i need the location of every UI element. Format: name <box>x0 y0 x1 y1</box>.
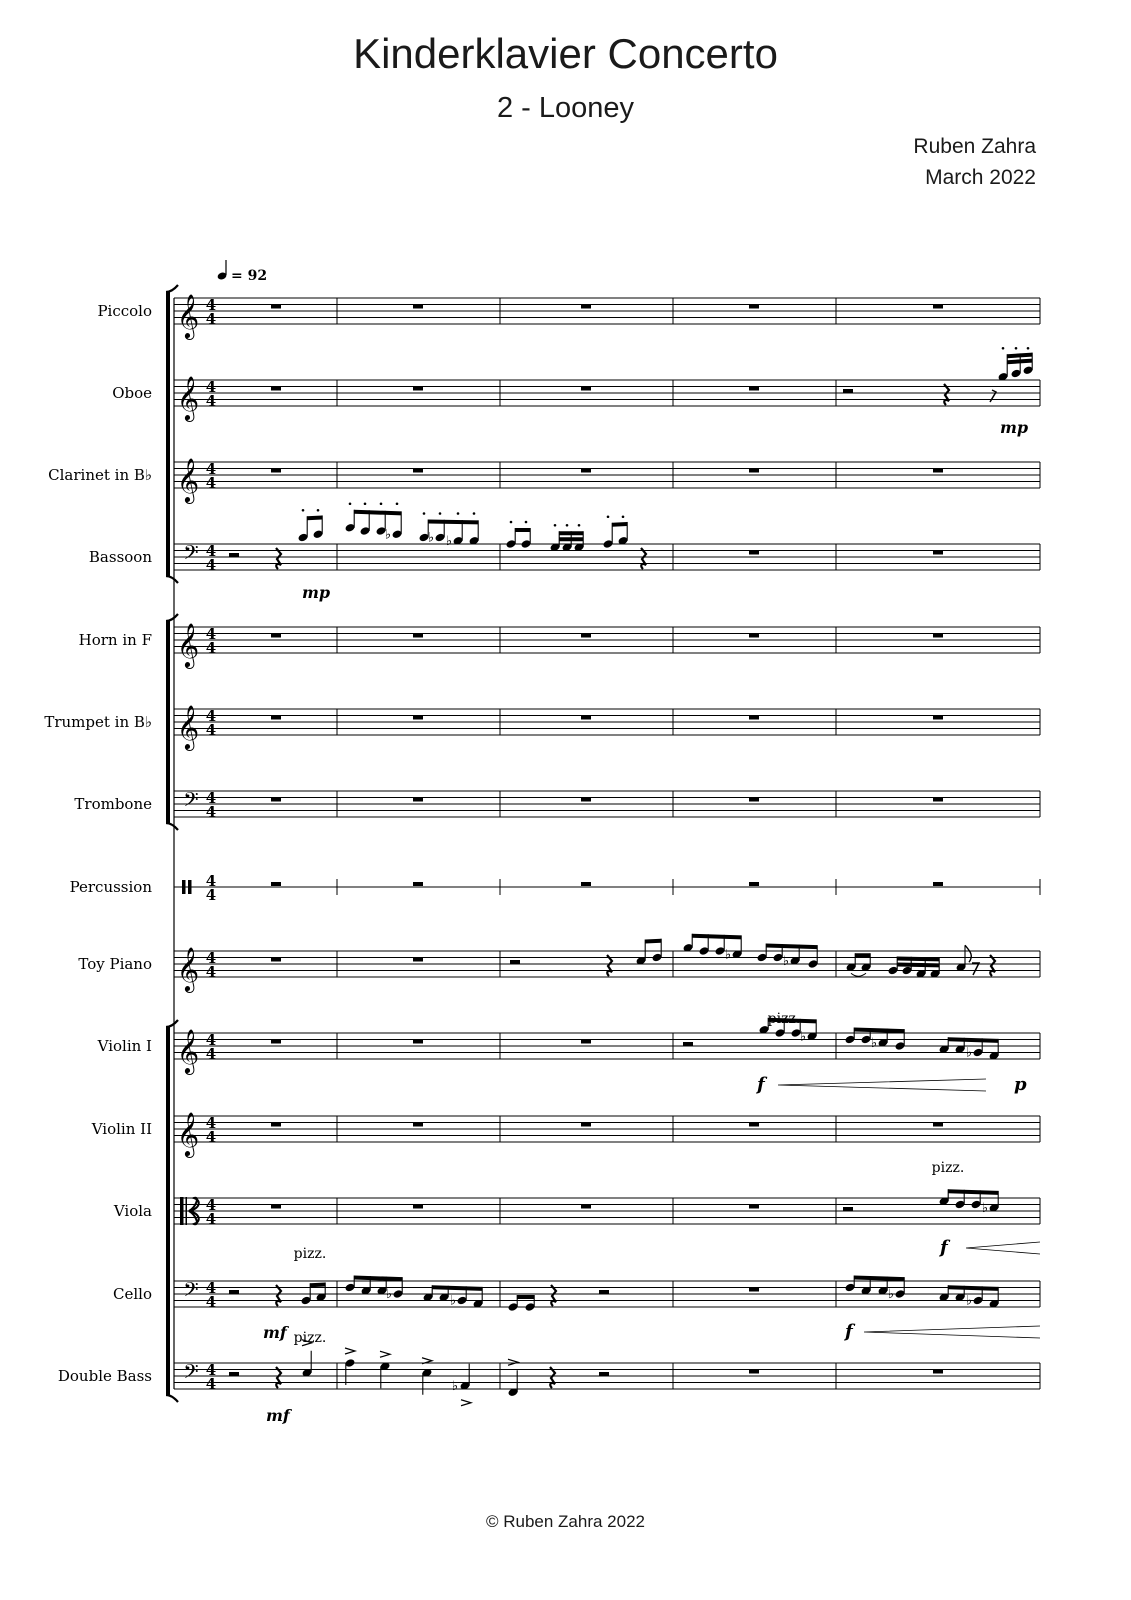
whole-rest <box>271 1123 281 1127</box>
time-signature-denominator: 4 <box>205 310 217 328</box>
whole-rest <box>749 305 759 309</box>
bass-clef: 𝄢 <box>183 788 199 816</box>
beam <box>612 522 627 527</box>
pizzicato-marking: pizz. <box>293 1330 327 1346</box>
dynamic-mp: mp <box>1000 418 1029 437</box>
time-signature-numerator: 4 <box>205 296 217 314</box>
flat-accidental: ♭ <box>981 1200 989 1216</box>
staccato-dot <box>473 512 476 515</box>
time-signature-numerator: 4 <box>205 789 217 807</box>
time-signature-numerator: 4 <box>205 1196 217 1214</box>
whole-rest <box>271 882 281 886</box>
whole-rest <box>933 1123 943 1127</box>
time-signature-denominator: 4 <box>205 1210 217 1228</box>
whole-rest <box>749 387 759 391</box>
whole-rest <box>749 1123 759 1127</box>
treble-clef: 𝄞 <box>176 947 200 991</box>
quarter-rest <box>607 955 612 976</box>
instrument-label: Piccolo <box>97 302 152 320</box>
time-signature-numerator: 4 <box>205 460 217 478</box>
composition-date: March 2022 <box>925 166 1036 189</box>
time-signature-denominator: 4 <box>205 392 217 410</box>
whole-rest <box>749 716 759 720</box>
time-signature-numerator: 4 <box>205 1361 217 1379</box>
whole-rest <box>413 469 423 473</box>
time-signature-numerator: 4 <box>205 378 217 396</box>
whole-rest <box>413 716 423 720</box>
secondary-beam <box>1007 359 1032 365</box>
whole-rest <box>413 1040 423 1044</box>
staccato-dot <box>396 502 399 505</box>
instrument-label: Trombone <box>74 795 152 813</box>
whole-rest <box>581 798 591 802</box>
time-signature-denominator: 4 <box>205 639 217 657</box>
diminuendo-hairpin <box>778 1079 986 1091</box>
treble-clef: 𝄞 <box>176 705 200 749</box>
quarter-rest <box>550 1367 555 1388</box>
dynamic-p: p <box>1014 1074 1027 1095</box>
treble-clef: 𝄞 <box>176 376 200 420</box>
staccato-dot <box>423 512 426 515</box>
whole-rest <box>581 305 591 309</box>
quarter-rest <box>944 384 949 405</box>
beam <box>310 1282 325 1287</box>
instrument-label: Toy Piano <box>78 955 152 973</box>
instrument-label: Violin II <box>91 1120 152 1138</box>
whole-rest <box>271 958 281 962</box>
staccato-dot <box>380 502 383 505</box>
beam <box>1007 353 1032 359</box>
alto-clef <box>180 1197 184 1225</box>
time-signature-denominator: 4 <box>205 474 217 492</box>
dynamic-f: f <box>940 1237 948 1258</box>
dynamic-f: f <box>845 1321 853 1342</box>
quarter-rest <box>276 1285 281 1306</box>
half-rest <box>599 1290 609 1294</box>
instrument-label: Bassoon <box>88 548 152 566</box>
half-rest <box>510 960 520 964</box>
quarter-rest <box>551 1285 556 1306</box>
flat-accidental: ♭ <box>385 1287 393 1302</box>
pizzicato-marking: pizz. <box>767 1011 801 1027</box>
quarter-rest <box>276 1367 281 1388</box>
whole-rest <box>271 1205 281 1209</box>
whole-rest <box>749 1370 759 1374</box>
staccato-dot <box>622 515 625 518</box>
instrument-label: Clarinet in B♭ <box>48 466 152 484</box>
staccato-dot <box>317 509 320 512</box>
bracket-hook-top <box>166 1020 178 1027</box>
time-signature-numerator: 4 <box>205 872 217 890</box>
time-signature-numerator: 4 <box>205 1114 217 1132</box>
half-rest <box>229 1290 239 1294</box>
time-signature-numerator: 4 <box>205 707 217 725</box>
treble-clef: 𝄞 <box>176 1029 200 1073</box>
group-bracket <box>166 292 170 576</box>
whole-rest <box>749 882 759 886</box>
half-rest <box>683 1042 693 1046</box>
staccato-dot <box>566 524 569 527</box>
accent-mark <box>508 1359 518 1365</box>
flat-accidental: ♭ <box>965 1045 973 1061</box>
sixteenth-rest <box>990 390 996 402</box>
whole-rest <box>413 798 423 802</box>
staccato-dot <box>1015 347 1018 350</box>
flat-accidental: ♭ <box>427 530 435 546</box>
whole-rest <box>581 387 591 391</box>
half-rest <box>229 1372 239 1376</box>
whole-rest <box>933 882 943 886</box>
flat-accidental: ♭ <box>384 527 392 543</box>
whole-rest <box>581 716 591 720</box>
whole-rest <box>581 1040 591 1044</box>
whole-rest <box>933 551 943 555</box>
tempo-marking: = 92 <box>231 268 268 284</box>
dynamic-mp: mp <box>302 583 331 602</box>
beam <box>766 944 817 950</box>
whole-rest <box>749 798 759 802</box>
half-rest <box>599 1372 609 1376</box>
flat-accidental: ♭ <box>445 533 453 549</box>
time-signature-numerator: 4 <box>205 625 217 643</box>
pizzicato-marking: pizz. <box>931 1160 965 1176</box>
staccato-dot <box>302 509 305 512</box>
time-signature-denominator: 4 <box>205 1375 217 1393</box>
percussion-clef <box>188 880 192 894</box>
half-rest <box>843 389 853 393</box>
staccato-dot <box>578 524 581 527</box>
beam <box>307 515 322 520</box>
bass-clef: 𝄢 <box>183 541 199 569</box>
bass-clef: 𝄢 <box>183 1278 199 1306</box>
flat-accidental: ♭ <box>965 1293 973 1309</box>
beam <box>428 520 478 525</box>
time-signature-denominator: 4 <box>205 1045 217 1063</box>
whole-rest <box>933 305 943 309</box>
pizzicato-marking: pizz. <box>293 1246 327 1262</box>
beam <box>855 953 870 957</box>
eighth-rest <box>972 963 979 975</box>
bracket-hook-bottom <box>166 823 178 830</box>
tie <box>851 973 866 976</box>
flat-accidental: ♭ <box>782 953 790 969</box>
quarter-rest <box>276 548 281 569</box>
time-signature-denominator: 4 <box>205 1128 217 1146</box>
beam <box>559 531 583 535</box>
whole-rest <box>933 634 943 638</box>
bass-clef: 𝄢 <box>183 1360 199 1388</box>
staccato-dot <box>510 521 513 524</box>
bracket-hook-top <box>166 285 178 292</box>
flat-accidental: ♭ <box>449 1293 457 1309</box>
whole-rest <box>413 882 423 886</box>
whole-rest <box>581 469 591 473</box>
note-flag <box>965 945 971 962</box>
beam <box>354 510 401 516</box>
whole-rest <box>933 798 943 802</box>
diminuendo-hairpin <box>966 1242 1040 1254</box>
dynamic-f: f <box>757 1074 765 1095</box>
whole-rest <box>271 798 281 802</box>
beam <box>948 1285 998 1291</box>
time-signature-denominator: 4 <box>205 721 217 739</box>
whole-rest <box>413 1205 423 1209</box>
whole-rest <box>581 634 591 638</box>
flat-accidental: ♭ <box>451 1378 459 1394</box>
treble-clef: 𝄞 <box>176 294 200 338</box>
instrument-label: Violin I <box>97 1037 152 1055</box>
movement-subtitle: 2 - Looney <box>496 92 635 124</box>
beam <box>854 1028 904 1034</box>
staccato-dot <box>525 521 528 524</box>
staccato-dot <box>554 524 557 527</box>
copyright-notice: © Ruben Zahra 2022 <box>485 1512 646 1531</box>
beam <box>692 934 741 940</box>
treble-clef: 𝄞 <box>176 623 200 667</box>
whole-rest <box>271 1040 281 1044</box>
quarter-rest <box>990 955 995 976</box>
half-rest <box>229 553 239 557</box>
instrument-label: Cello <box>113 1285 152 1303</box>
flat-accidental: ♭ <box>887 1287 895 1302</box>
beam <box>948 1189 998 1195</box>
time-signature-denominator: 4 <box>205 556 217 574</box>
whole-rest <box>581 882 591 886</box>
diminuendo-hairpin <box>864 1326 1040 1338</box>
beam <box>515 528 530 532</box>
whole-rest <box>413 387 423 391</box>
instrument-label: Trumpet in B♭ <box>44 713 152 731</box>
time-signature-denominator: 4 <box>205 1293 217 1311</box>
staccato-dot <box>364 502 367 505</box>
instrument-label: Percussion <box>69 878 152 896</box>
whole-rest <box>271 305 281 309</box>
flat-accidental: ♭ <box>799 1029 807 1045</box>
whole-rest <box>271 716 281 720</box>
treble-clef: 𝄞 <box>176 1112 200 1156</box>
whole-rest <box>749 1288 759 1292</box>
time-signature-denominator: 4 <box>205 803 217 821</box>
bracket-hook-bottom <box>166 1395 178 1402</box>
instrument-label: Horn in F <box>78 631 152 649</box>
staccato-dot <box>1002 347 1005 350</box>
whole-rest <box>749 551 759 555</box>
beam <box>432 1285 482 1291</box>
accent-mark <box>345 1348 355 1354</box>
group-bracket <box>166 1027 170 1395</box>
beam <box>897 957 939 962</box>
beam <box>854 1276 904 1282</box>
beam <box>645 939 661 944</box>
instrument-label: Viola <box>113 1202 152 1220</box>
whole-rest <box>413 958 423 962</box>
whole-rest <box>581 1123 591 1127</box>
accent-mark <box>380 1351 390 1357</box>
quarter-rest <box>641 548 646 569</box>
whole-rest <box>933 716 943 720</box>
time-signature-numerator: 4 <box>205 542 217 560</box>
time-signature-denominator: 4 <box>205 886 217 904</box>
time-signature-numerator: 4 <box>205 949 217 967</box>
instrument-label: Double Bass <box>57 1367 152 1385</box>
whole-rest <box>749 469 759 473</box>
whole-rest <box>271 634 281 638</box>
accent-mark <box>461 1400 471 1406</box>
staccato-dot <box>349 502 352 505</box>
bracket-hook-top <box>166 614 178 621</box>
composer-name: Ruben Zahra <box>913 135 1036 158</box>
whole-rest <box>749 1205 759 1209</box>
beam <box>354 1276 402 1282</box>
time-signature-denominator: 4 <box>205 963 217 981</box>
bracket-hook-bottom <box>166 576 178 583</box>
alto-clef <box>186 1197 188 1225</box>
beam <box>948 1037 998 1043</box>
secondary-beam <box>897 963 939 968</box>
whole-rest <box>271 469 281 473</box>
whole-rest <box>271 387 281 391</box>
score-title: Kinderklavier Concerto <box>353 30 778 77</box>
whole-rest <box>749 634 759 638</box>
staccato-dot <box>607 515 610 518</box>
whole-rest <box>413 634 423 638</box>
time-signature-numerator: 4 <box>205 1279 217 1297</box>
whole-rest <box>933 469 943 473</box>
half-rest <box>843 1207 853 1211</box>
whole-rest <box>413 305 423 309</box>
flat-accidental: ♭ <box>724 947 732 963</box>
time-signature-numerator: 4 <box>205 1031 217 1049</box>
beam <box>517 1295 534 1299</box>
staccato-dot <box>1027 347 1030 350</box>
instrument-label: Oboe <box>112 384 152 402</box>
dynamic-mf: mf <box>263 1323 287 1342</box>
staccato-dot <box>439 512 442 515</box>
secondary-beam <box>559 537 583 541</box>
treble-clef: 𝄞 <box>176 458 200 502</box>
percussion-clef <box>182 880 186 894</box>
whole-rest <box>413 1123 423 1127</box>
whole-rest <box>581 1205 591 1209</box>
whole-rest <box>933 1370 943 1374</box>
staccato-dot <box>457 512 460 515</box>
dynamic-mf: mf <box>266 1406 290 1425</box>
flat-accidental: ♭ <box>870 1035 878 1051</box>
group-bracket <box>166 621 170 823</box>
